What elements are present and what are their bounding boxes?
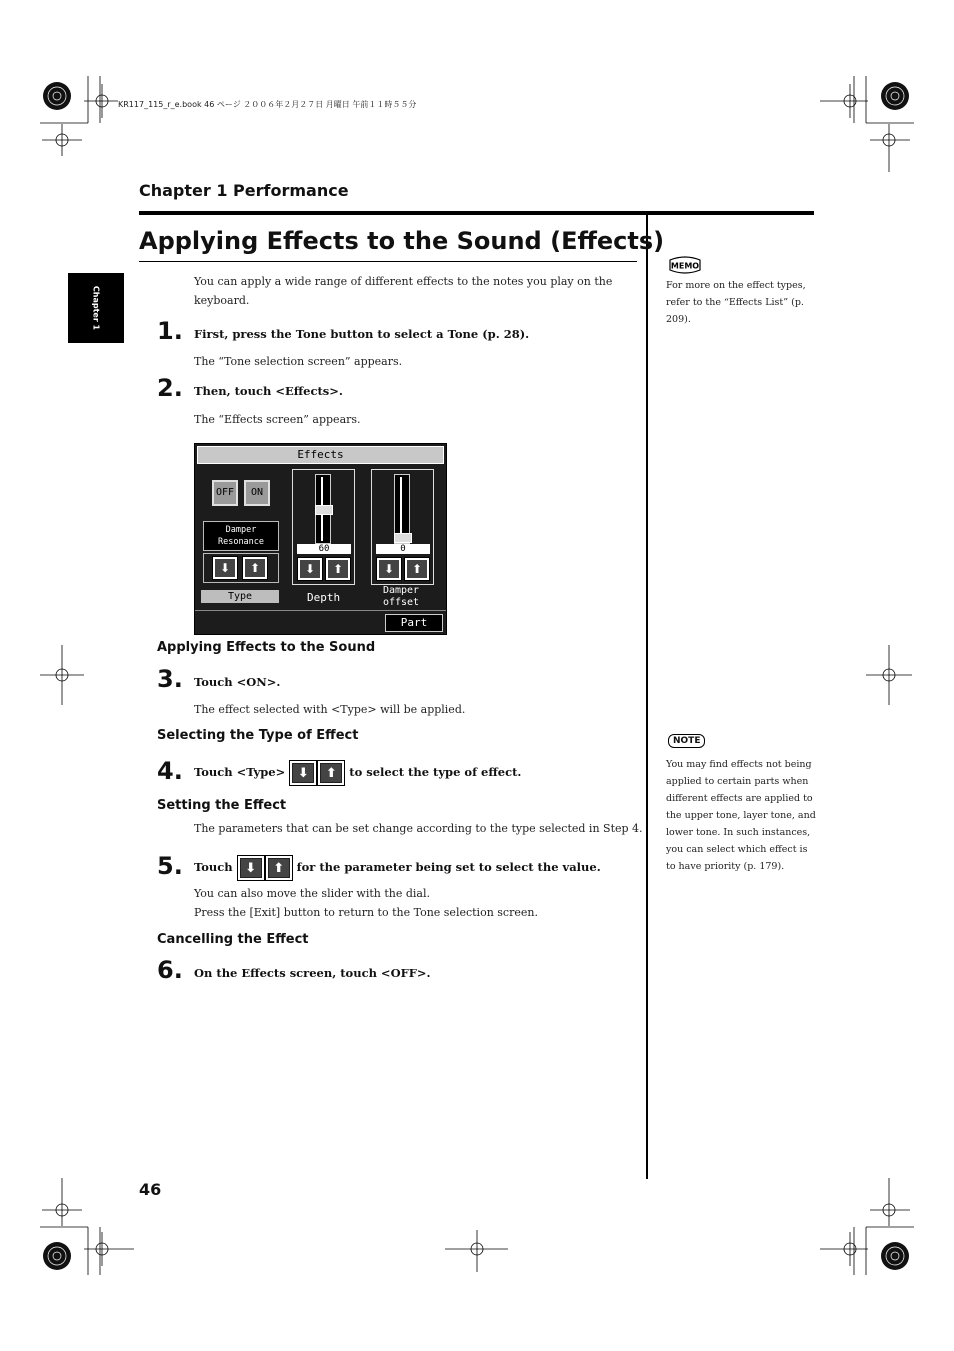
type-arrows [203, 553, 279, 583]
arrow-up-icon: ⬆ [325, 765, 337, 781]
depth-value: 60 [297, 544, 351, 554]
up-arrow-button [265, 855, 293, 881]
damper-slider-panel [371, 469, 434, 585]
down-arrow-button [237, 855, 265, 881]
up-arrow-button [317, 760, 345, 786]
depth-slider-panel [292, 469, 355, 585]
screen-title: Effects [197, 446, 444, 464]
page-number: 46 [139, 1180, 162, 1199]
subhead-cancelling: Cancelling the Effect [157, 932, 309, 947]
arrow-down-icon: ⬇ [215, 559, 235, 577]
effects-screen [194, 443, 447, 635]
damper-slider-track[interactable] [394, 474, 410, 544]
damper-slider-thumb[interactable] [394, 533, 412, 543]
step-5-note-2: Press the [Exit] button to return to the Tone selection screen. [194, 906, 538, 919]
depth-label: Depth [307, 591, 341, 604]
on-button[interactable]: ON [244, 480, 270, 506]
arrow-up-icon: ⬆ [328, 560, 348, 578]
memo-icon [668, 256, 702, 274]
step-4-text: Touch <Type> ⬇ ⬆ to select the type of effect. [194, 760, 521, 786]
chapter-side-tab: Chapter 1 [68, 273, 124, 343]
arrow-down-icon: ⬇ [297, 765, 309, 781]
setting-text: The parameters that can be set change according to the type selected in Step 4. [194, 822, 643, 835]
memo-text: For more on the effect types, refer to the “Effects List” (p. 209). [666, 280, 806, 325]
step-1-number: 1. [157, 317, 183, 345]
depth-down-button[interactable] [297, 557, 323, 581]
step-2-number: 2. [157, 374, 183, 402]
subhead-setting: Setting the Effect [157, 798, 287, 813]
file-header-line: KR117_115_r_e.book 46 ページ ２００６年２月２７日 月曜日 午前１１時５５分 [118, 100, 417, 109]
step-1-text: First, press the Tone button to select a Tone (p. 28). [194, 327, 530, 341]
step-6-number: 6. [157, 956, 183, 984]
arrow-down-icon: ⬇ [300, 560, 320, 578]
step-3-number: 3. [157, 665, 183, 693]
chapter-heading: Chapter 1 Performance [139, 181, 349, 200]
note-text: You may find effects not being applied to certain parts when different effects are applied to the upper tone, layer tone, and lower tone. In such instances, you can select which effect is to have priority (p. 179). [666, 759, 816, 872]
type-value-display: Damper Resonance [203, 521, 279, 551]
step-1-note: The “Tone selection screen” appears. [194, 355, 403, 368]
arrow-down-icon: ⬇ [245, 860, 257, 876]
down-arrow-button [289, 760, 317, 786]
step-4-number: 4. [157, 757, 183, 785]
step-5-note-1: You can also move the slider with the dial. [194, 887, 431, 900]
step-3-text: Touch <ON>. [194, 675, 281, 689]
step-5-text: Touch ⬇ ⬆ for the parameter being set to select the value. [194, 855, 601, 881]
intro-paragraph: You can apply a wide range of different effects to the notes you play on the keyboard. [194, 275, 613, 307]
damper-down-button[interactable] [376, 557, 402, 581]
step-2-text: Then, touch <Effects>. [194, 384, 343, 398]
step-6-text: On the Effects screen, touch <OFF>. [194, 966, 431, 980]
damper-up-button[interactable] [404, 557, 430, 581]
arrow-up-icon: ⬆ [273, 860, 285, 876]
step-2-note: The “Effects screen” appears. [194, 413, 361, 426]
step-3-note: The effect selected with <Type> will be applied. [194, 703, 466, 716]
arrow-up-icon: ⬆ [407, 560, 427, 578]
arrow-up-icon: ⬆ [245, 559, 265, 577]
type-up-button[interactable] [242, 556, 268, 580]
depth-slider-track[interactable] [315, 474, 331, 544]
damper-value: 0 [376, 544, 430, 554]
page-title: Applying Effects to the Sound (Effects) [139, 227, 665, 255]
arrow-down-icon: ⬇ [379, 560, 399, 578]
type-tab[interactable]: Type [201, 590, 279, 603]
title-rule [139, 261, 637, 262]
screen-caption: Applying Effects to the Sound [157, 640, 376, 655]
off-button[interactable]: OFF [212, 480, 238, 506]
depth-slider-thumb[interactable] [315, 505, 333, 515]
damper-label: Damper offset [382, 585, 420, 608]
svg-text:MEMO: MEMO [670, 261, 700, 271]
column-divider [646, 215, 648, 1179]
step-5-number: 5. [157, 852, 183, 880]
subhead-selecting: Selecting the Type of Effect [157, 728, 359, 743]
part-button[interactable]: Part [385, 614, 443, 632]
depth-up-button[interactable] [325, 557, 351, 581]
note-badge: NOTE [668, 734, 705, 748]
type-down-button[interactable] [212, 556, 238, 580]
heading-rule [139, 211, 814, 215]
